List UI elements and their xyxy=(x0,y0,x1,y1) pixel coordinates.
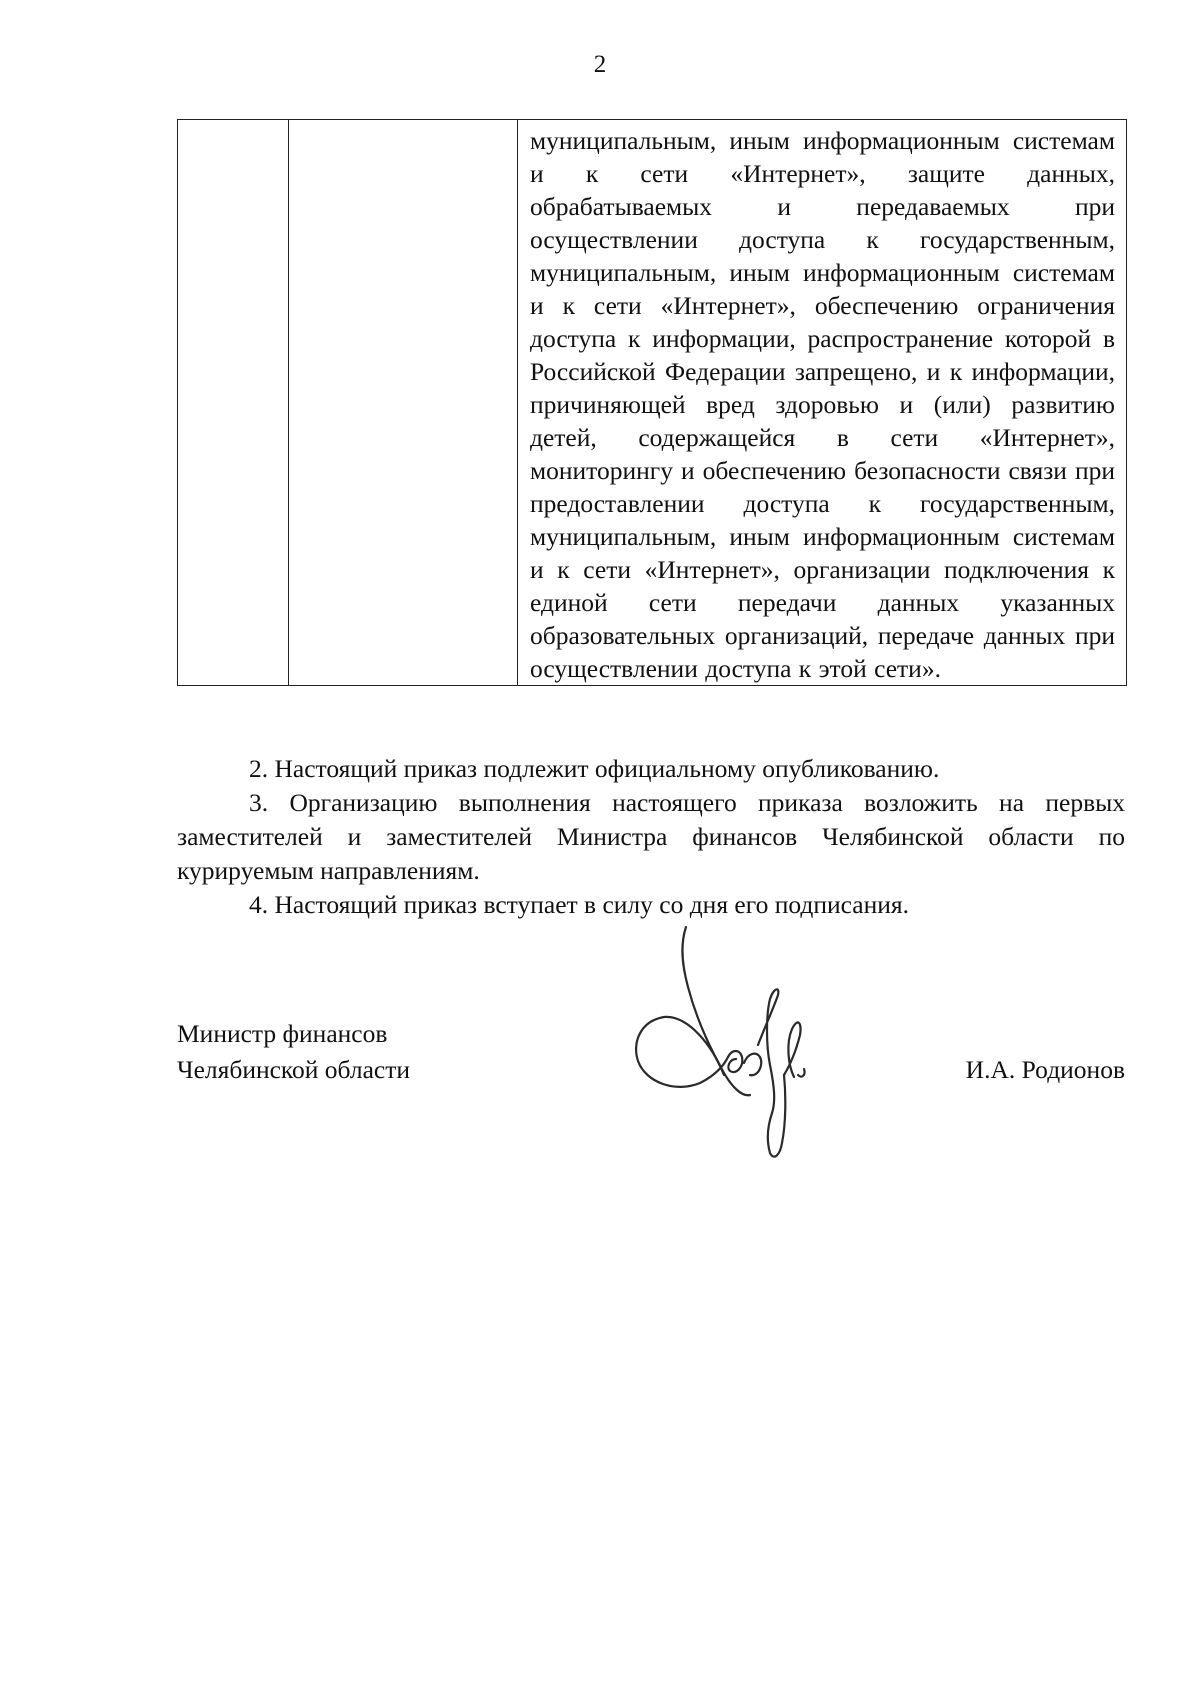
table-cell-content: муниципальным, иным информационным системам и к сети «Интернет», защите данных, обрабатываемых и передаваемых при осуществлении доступа к государственным, муниципальным, иным информационным системам и к сети «Интернет», обеспечению ограничения доступа к информации, распространение которой в Российской Федерации запрещено, и к информации, причиняющей вред здоровью и (или) развитию детей, содержащейся в сети «Интернет», мониторингу и обеспечению безопасности связи при предоставлении доступа к государственным, муниципальным, иным информационным системам и к сети «Интернет», организации подключения к единой сети передачи данных указанных образовательных организаций, передаче данных при осуществлении доступа к этой сети». xyxy=(530,126,1115,683)
signatory-position xyxy=(177,1016,410,1088)
signatory-position-line2: Челябинской области xyxy=(177,1055,411,1084)
table-cell-text xyxy=(518,120,1127,686)
page-number: 2 xyxy=(593,51,607,78)
paragraph-3: 3. Организацию выполнения настоящего приказа возложить на первых заместителей и заместителей Министра финансов Челябинской области по курируемым направлениям. xyxy=(177,788,1125,885)
table-row xyxy=(178,120,1127,686)
signatory-position-line1: Министр финансов xyxy=(177,1019,388,1048)
table-cell-name xyxy=(289,120,518,686)
paragraph-4: 4. Настоящий приказ вступает в силу со дня его подписания. xyxy=(249,890,909,919)
paragraph-2: 2. Настоящий приказ подлежит официальному опубликованию. xyxy=(249,754,940,783)
handwritten-signature xyxy=(628,925,858,1165)
signatory-name: И.А. Родионов xyxy=(965,1055,1125,1084)
continuation-table xyxy=(177,119,1127,686)
table-cell-number xyxy=(178,120,289,686)
